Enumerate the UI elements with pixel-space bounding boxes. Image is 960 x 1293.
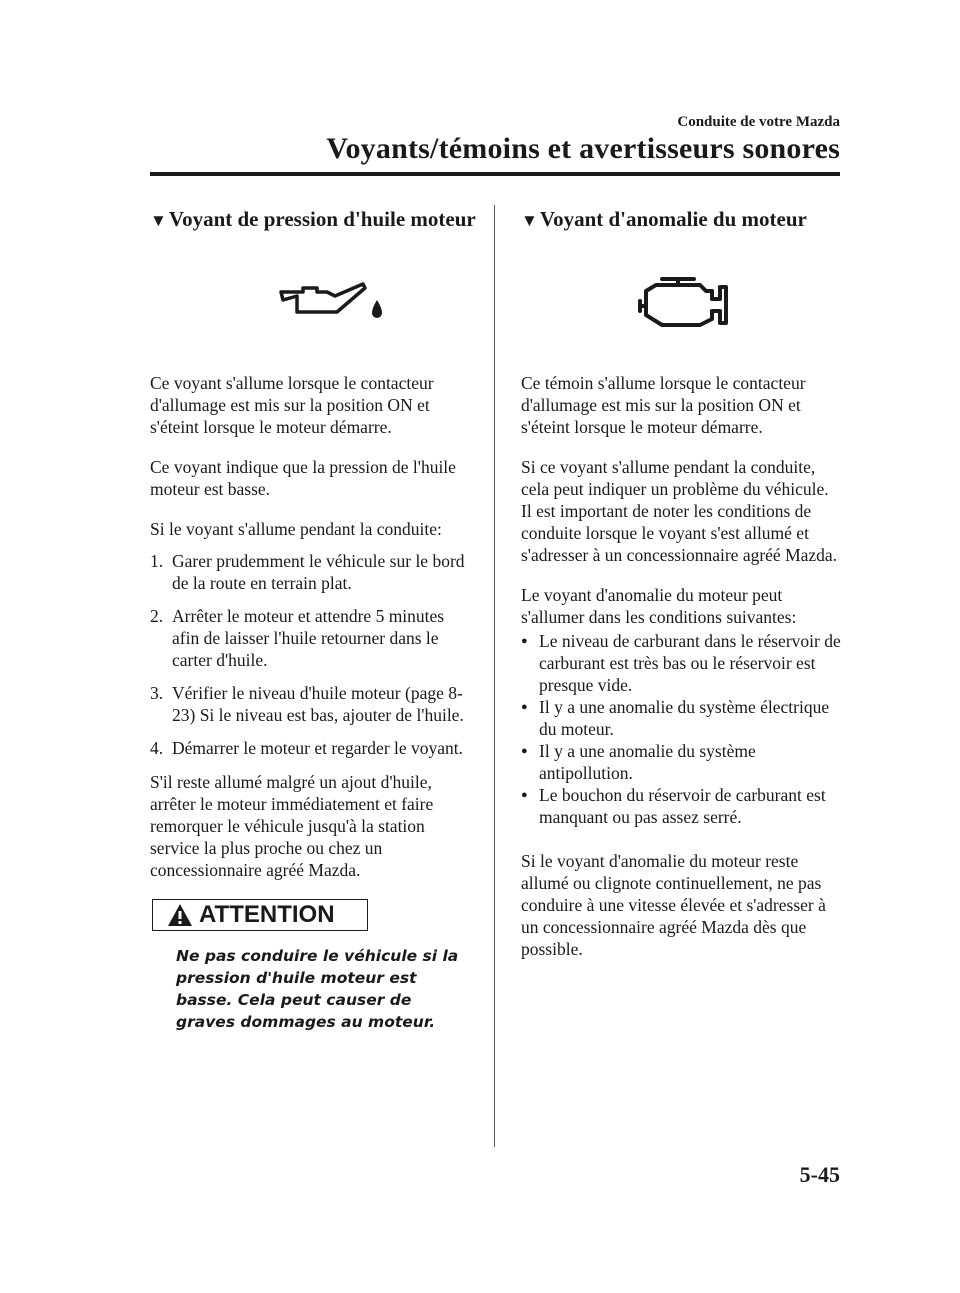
page-title: Voyants/témoins et avertisseurs sonores: [326, 132, 840, 165]
column-divider: [494, 205, 495, 1147]
step-number: 4.: [150, 738, 164, 758]
page-number: 5-45: [799, 1162, 840, 1187]
right-column: [521, 207, 843, 978]
attention-text: Ne pas conduire le véhicule si la pression d'huile moteur est basse. Cela peut causer de graves dommages au moteur.: [176, 947, 459, 1031]
bullet-text: Il y a une anomalie du système antipollution.: [539, 741, 756, 783]
bullet-icon: ●: [521, 745, 528, 757]
right-heading-text: Voyant d'anomalie du moteur: [539, 207, 807, 231]
oil-pressure-icon: [150, 232, 470, 372]
step-text: Arrêter le moteur et attendre 5 minutes afin de laisser l'huile retourner dans le carter d'huile.: [172, 606, 445, 670]
conditions-list: [521, 630, 843, 828]
right-paragraph-1: Ce témoin s'allume lorsque le contacteur d'allumage est mis sur la position ON et s'éteint lorsque le moteur démarre.: [521, 373, 806, 437]
right-heading: [521, 207, 843, 232]
bullet-text: Il y a une anomalie du système électrique du moteur.: [539, 697, 830, 739]
step-number: 3.: [150, 683, 164, 703]
list-item: [150, 682, 470, 726]
bullet-text: Le niveau de carburant dans le réservoir de carburant est très bas ou le réservoir est presque vide.: [539, 631, 841, 695]
right-paragraph-3: Le voyant d'anomalie du moteur peut s'allumer dans les conditions suivantes:: [521, 585, 797, 627]
header-rule: [150, 172, 840, 176]
list-item: [521, 696, 843, 740]
list-item: [521, 784, 843, 828]
triangle-icon: ▼: [521, 211, 538, 230]
bullet-text: Le bouchon du réservoir de carburant est manquant ou pas assez serré.: [539, 785, 826, 827]
left-heading-text: Voyant de pression d'huile moteur: [168, 207, 476, 231]
left-paragraph-1: Ce voyant s'allume lorsque le contacteur d'allumage est mis sur la position ON et s'éteint lorsque le moteur démarre.: [150, 373, 434, 437]
warning-icon: [167, 903, 193, 927]
step-text: Vérifier le niveau d'huile moteur (page 8-23) Si le niveau est bas, ajouter de l'huile.: [172, 683, 464, 725]
left-after-steps: S'il reste allumé malgré un ajout d'huile, arrêter le moteur immédiatement et faire remorquer le véhicule jusqu'à la station service la plus proche ou chez un concessionnaire agréé Mazda.: [150, 772, 434, 880]
check-engine-icon: [521, 232, 843, 372]
left-heading: [150, 207, 476, 232]
triangle-icon: ▼: [150, 211, 167, 230]
list-item: [521, 740, 843, 784]
list-item: [150, 737, 470, 759]
step-number: 2.: [150, 606, 164, 626]
header-section: Conduite de votre Mazda: [677, 114, 840, 130]
step-text: Démarrer le moteur et regarder le voyant.: [172, 738, 464, 758]
list-item: [150, 550, 470, 594]
step-text: Garer prudemment le véhicule sur le bord de la route en terrain plat.: [172, 551, 465, 593]
list-item: [521, 630, 843, 696]
bullet-icon: ●: [521, 789, 528, 801]
steps-list: [150, 550, 470, 759]
list-item: [150, 605, 470, 671]
attention-label: ATTENTION: [199, 901, 335, 928]
bullet-icon: ●: [521, 635, 528, 647]
right-closing: Si le voyant d'anomalie du moteur reste allumé ou clignote continuellement, ne pas conduire à une vitesse élevée et s'adresser à un concessionnaire agréé Mazda dès que possible.: [521, 851, 826, 959]
left-paragraph-2: Ce voyant indique que la pression de l'huile moteur est basse.: [150, 457, 456, 499]
attention-box: [152, 899, 368, 931]
step-number: 1.: [150, 551, 164, 571]
right-paragraph-2: Si ce voyant s'allume pendant la conduite, cela peut indiquer un problème du véhicule. Il est important de noter les conditions de conduite lorsque le voyant s'est allumé et s'adresser à un concessionnaire agréé Mazda.: [521, 457, 838, 565]
left-column: [150, 207, 476, 1033]
left-paragraph-3: Si le voyant s'allume pendant la conduite:: [150, 519, 442, 539]
bullet-icon: ●: [521, 701, 528, 713]
